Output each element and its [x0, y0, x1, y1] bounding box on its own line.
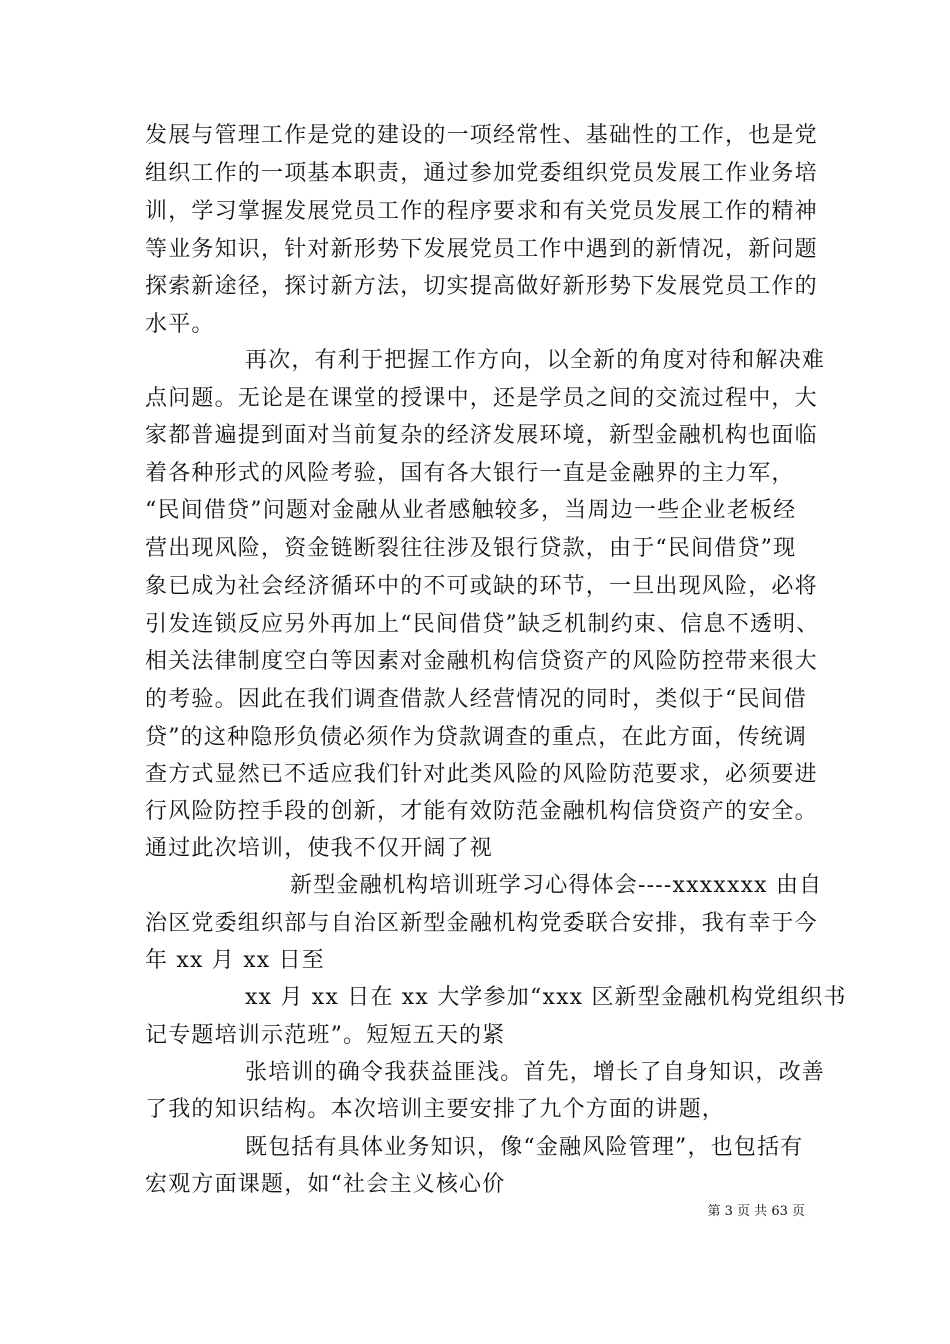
text-line-24: xx 月 xx 日在 xx 大学参加“xxx 区新型金融机构党组织书	[245, 985, 847, 1010]
text-line-4: 等业务知识，针对新形势下发展党员工作中遇到的新情况，新问题	[145, 237, 818, 262]
text-line-11: “民间借贷”问题对金融从业者感触较多，当周边一些企业老板经	[145, 498, 797, 523]
text-line-27: 了我的知识结构。本次培训主要安排了九个方面的讲题，	[145, 1097, 726, 1122]
text-line-5: 探索新途径，探讨新方法，切实提高做好新形势下发展党员工作的	[145, 274, 818, 299]
text-line-29: 宏观方面课题，如“社会主义核心价	[145, 1172, 506, 1197]
text-line-13: 象已成为社会经济循环中的不可或缺的环节，一旦出现风险，必将	[145, 574, 818, 599]
text-line-3: 训，学习掌握发展党员工作的程序要求和有关党员发展工作的精神	[145, 199, 818, 224]
text-line-28: 既包括有具体业务知识，像“金融风险管理”，也包括有	[245, 1135, 804, 1160]
text-line-16: 的考验。因此在我们调查借款人经营情况的同时，类似于“民间借	[145, 687, 808, 712]
text-line-14: 引发连锁反应另外再加上“民间借贷”缺乏机制约束、信息不透明、	[145, 612, 820, 637]
text-line-15: 相关法律制度空白等因素对金融机构信贷资产的风险防控带来很大	[145, 649, 818, 674]
text-line-19: 行风险防控手段的创新，才能有效防范金融机构信贷资产的安全。	[145, 799, 818, 824]
text-line-21: 新型金融机构培训班学习心得体会----xxxxxxx 由自	[290, 873, 823, 898]
text-line-1: 发展与管理工作是党的建设的一项经常性、基础性的工作，也是党	[145, 123, 818, 148]
text-line-7: 再次，有利于把握工作方向，以全新的角度对待和解决难	[245, 348, 826, 373]
text-line-6: 水平。	[145, 312, 215, 337]
text-line-9: 家都普遍提到面对当前复杂的经济发展环境，新型金融机构也面临	[145, 423, 818, 448]
text-line-2: 组织工作的一项基本职责，通过参加党委组织党员发展工作业务培	[145, 161, 818, 186]
text-line-23: 年 xx 月 xx 日至	[145, 948, 326, 973]
text-line-17: 贷”的这种隐形负债必须作为贷款调查的重点，在此方面，传统调	[145, 725, 808, 750]
text-line-18: 查方式显然已不适应我们针对此类风险的风险防范要求，必须要进	[145, 762, 818, 787]
text-line-10: 着各种形式的风险考验，国有各大银行一直是金融界的主力军，	[145, 461, 795, 486]
page-number-footer: 第 3 页 共 63 页	[707, 1204, 805, 1219]
text-line-12: 营出现风险，资金链断裂往往涉及银行贷款，由于“民间借贷”现	[145, 536, 797, 561]
text-line-25: 记专题培训示范班”。短短五天的紧	[145, 1023, 506, 1048]
text-line-8: 点问题。无论是在课堂的授课中，还是学员之间的交流过程中，大	[145, 386, 818, 411]
text-line-26: 张培训的确令我获益匪浅。首先，增长了自身知识，改善	[245, 1060, 826, 1085]
text-line-22: 治区党委组织部与自治区新型金融机构党委联合安排，我有幸于今	[145, 911, 818, 936]
text-line-20: 通过此次培训，使我不仅开阔了视	[145, 836, 494, 861]
